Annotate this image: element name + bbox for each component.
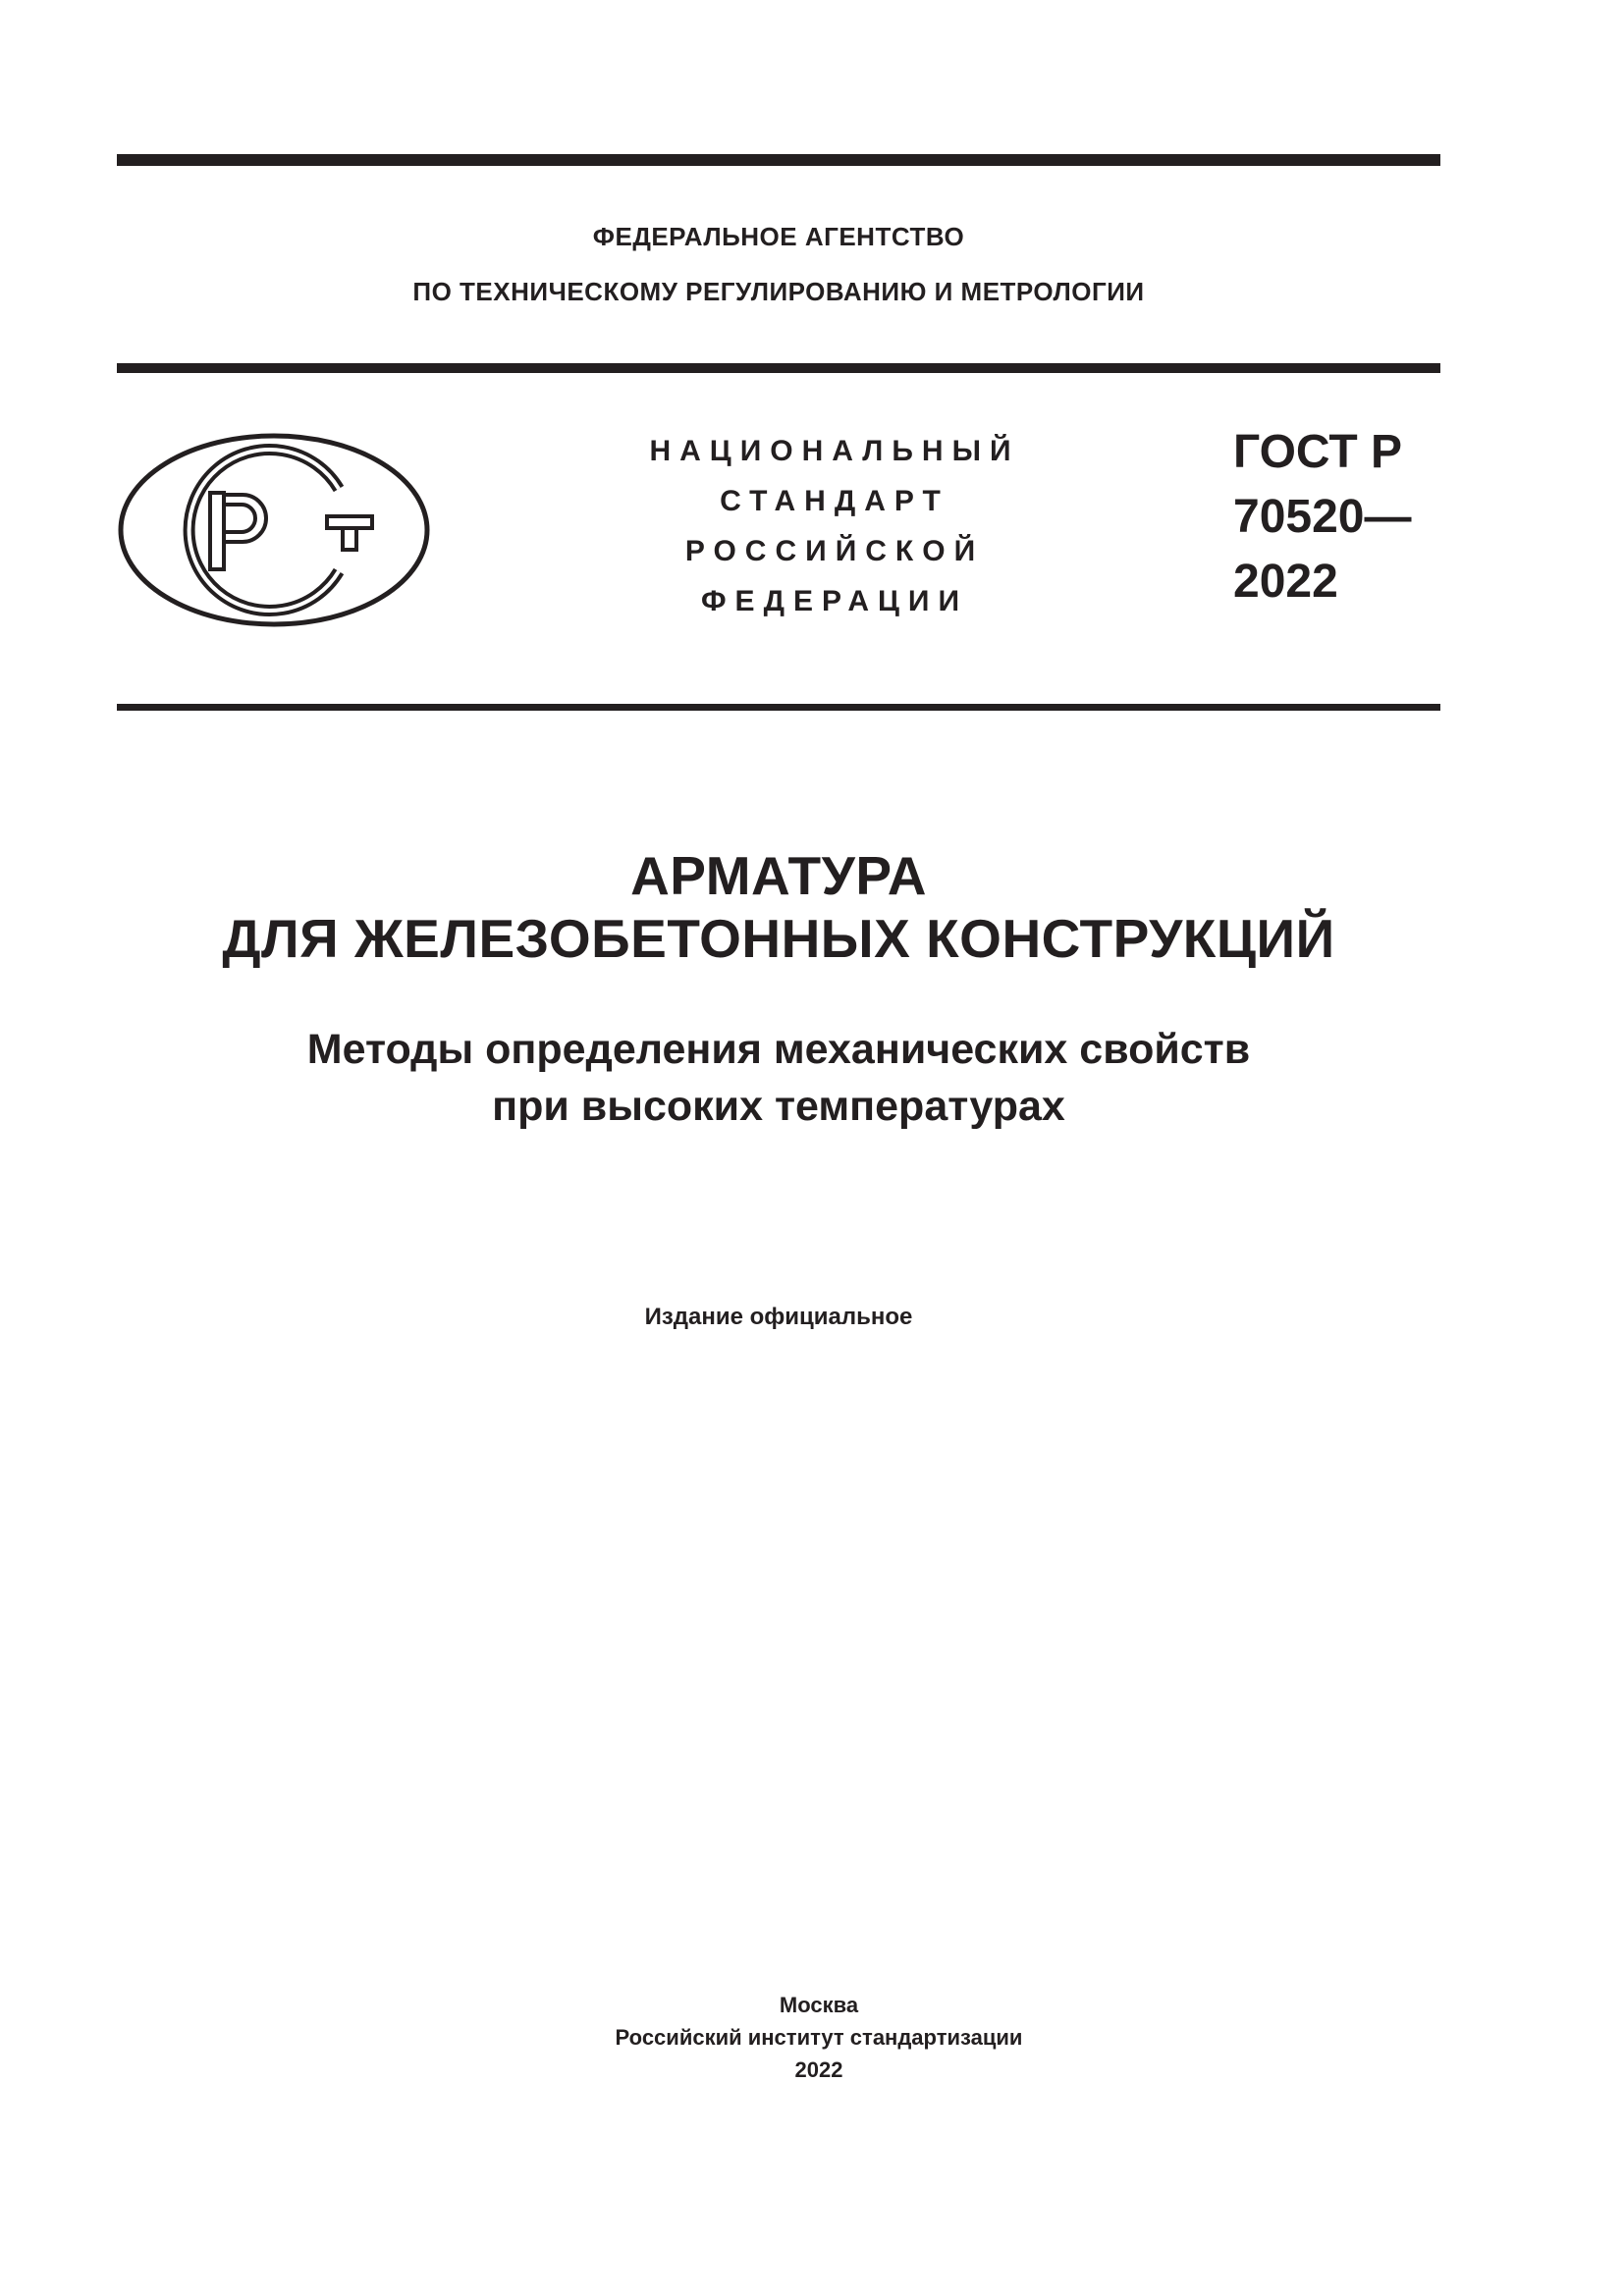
designation-line-1: ГОСТ Р	[1233, 426, 1403, 478]
standard-type-line-2: СТАНДАРТ	[720, 485, 949, 517]
lower-rule	[117, 704, 1440, 711]
subtitle-line-1: Методы определения механических свойств	[306, 1026, 1251, 1073]
title-line-1: АРМАТУРА	[630, 845, 927, 906]
title-line-2: ДЛЯ ЖЕЛЕЗОБЕТОННЫХ КОНСТРУКЦИЙ	[222, 908, 1335, 969]
designation-line-2: 70520—	[1233, 491, 1412, 543]
document-title	[117, 844, 1440, 970]
standard-type-label	[609, 426, 1060, 626]
imprint-publisher: Российский институт стандартизации	[615, 2025, 1023, 2050]
imprint	[117, 1989, 1521, 2086]
edition-note: Издание официальное	[644, 1304, 913, 1330]
agency-name-line-1: ФЕДЕРАЛЬНОЕ АГЕНТСТВО	[592, 222, 965, 251]
imprint-year: 2022	[794, 2057, 843, 2082]
standard-type-line-1: НАЦИОНАЛЬНЫЙ	[649, 435, 1020, 467]
document-subtitle	[117, 1021, 1440, 1135]
standard-designation	[1233, 420, 1439, 614]
agency-name-line-2: ПО ТЕХНИЧЕСКОМУ РЕГУЛИРОВАНИЮ И МЕТРОЛОГИИ	[412, 277, 1145, 306]
top-rule	[117, 154, 1440, 166]
standard-type-line-3: РОССИЙСКОЙ	[684, 535, 985, 567]
standard-type-line-4: ФЕДЕРАЦИИ	[700, 585, 969, 617]
subtitle-line-2: при высоких температурах	[492, 1083, 1065, 1130]
designation-line-3: 2022	[1233, 556, 1338, 608]
middle-rule	[117, 363, 1440, 373]
imprint-city: Москва	[779, 1993, 859, 2017]
gost-r-certification-mark-icon	[117, 432, 431, 628]
